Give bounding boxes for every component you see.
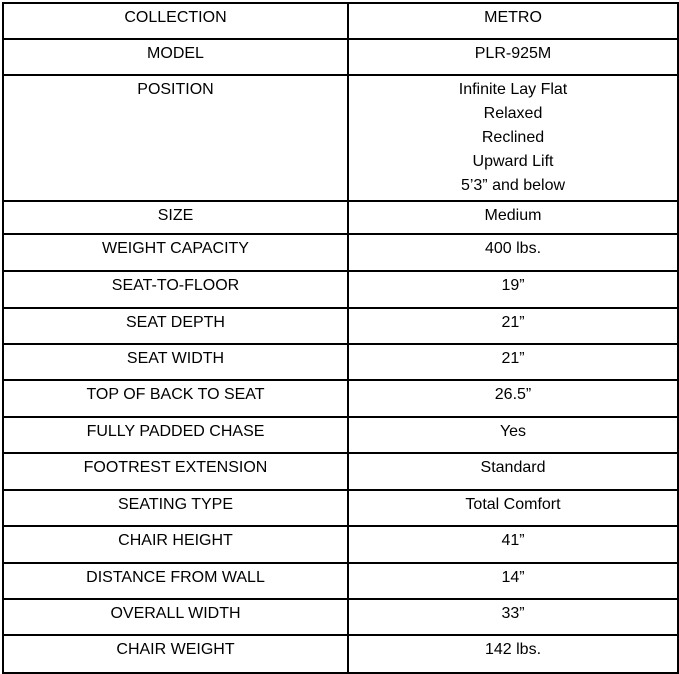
spec-value-line: Medium [484, 207, 542, 224]
spec-value-line: Relaxed [483, 105, 543, 122]
spec-value-line: PLR-925M [474, 45, 552, 62]
table-row [3, 39, 678, 75]
spec-value [348, 234, 678, 271]
spec-value [348, 599, 678, 635]
spec-value-line: 21” [501, 350, 525, 367]
spec-value-line: 142 lbs. [484, 641, 542, 658]
spec-label: CHAIR WEIGHT [3, 635, 348, 673]
spec-value-line: 5’3” and below [460, 177, 566, 194]
spec-value [348, 39, 678, 75]
spec-value-line: 33” [501, 605, 525, 622]
spec-table-body [3, 3, 678, 673]
spec-label: TOP OF BACK TO SEAT [3, 380, 348, 417]
spec-label: MODEL [3, 39, 348, 75]
spec-value-line: Total Comfort [465, 496, 561, 513]
table-row [3, 3, 678, 39]
table-row [3, 75, 678, 201]
spec-table [2, 2, 679, 674]
spec-value [348, 344, 678, 380]
spec-label: WEIGHT CAPACITY [3, 234, 348, 271]
spec-value-line: 400 lbs. [484, 240, 542, 257]
table-row [3, 563, 678, 599]
spec-value-line: 41” [501, 532, 525, 549]
spec-value-line: 21” [501, 314, 525, 331]
spec-value-line: Yes [499, 423, 527, 440]
spec-label: OVERALL WIDTH [3, 599, 348, 635]
spec-value [348, 380, 678, 417]
table-row [3, 271, 678, 308]
table-row [3, 234, 678, 271]
spec-label: CHAIR HEIGHT [3, 526, 348, 563]
spec-value [348, 453, 678, 490]
spec-value [348, 201, 678, 234]
table-row [3, 490, 678, 526]
spec-label: FOOTREST EXTENSION [3, 453, 348, 490]
spec-label: SEATING TYPE [3, 490, 348, 526]
spec-label: SEAT-TO-FLOOR [3, 271, 348, 308]
table-row [3, 599, 678, 635]
table-row [3, 201, 678, 234]
spec-value-line: 14” [501, 569, 525, 586]
spec-label: POSITION [3, 75, 348, 201]
spec-value-line: Standard [480, 459, 546, 476]
spec-value-line: Infinite Lay Flat [458, 81, 568, 98]
spec-value [348, 563, 678, 599]
spec-value [348, 526, 678, 563]
spec-value [348, 417, 678, 453]
table-row [3, 380, 678, 417]
spec-value-line: Upward Lift [472, 153, 554, 170]
spec-value [348, 490, 678, 526]
spec-label: DISTANCE FROM WALL [3, 563, 348, 599]
spec-label: COLLECTION [3, 3, 348, 39]
table-row [3, 526, 678, 563]
spec-value [348, 75, 678, 201]
spec-value [348, 3, 678, 39]
table-row [3, 344, 678, 380]
spec-value-line: METRO [484, 9, 542, 26]
table-row [3, 453, 678, 490]
spec-value [348, 308, 678, 344]
spec-label: FULLY PADDED CHASE [3, 417, 348, 453]
spec-label: SEAT WIDTH [3, 344, 348, 380]
spec-value-line: Reclined [481, 129, 545, 146]
spec-label: SEAT DEPTH [3, 308, 348, 344]
spec-value-line: 19” [501, 277, 525, 294]
spec-label: SIZE [3, 201, 348, 234]
spec-value-line: 26.5” [494, 386, 532, 403]
table-row [3, 635, 678, 673]
spec-value [348, 635, 678, 673]
table-row [3, 417, 678, 453]
spec-value [348, 271, 678, 308]
table-row [3, 308, 678, 344]
